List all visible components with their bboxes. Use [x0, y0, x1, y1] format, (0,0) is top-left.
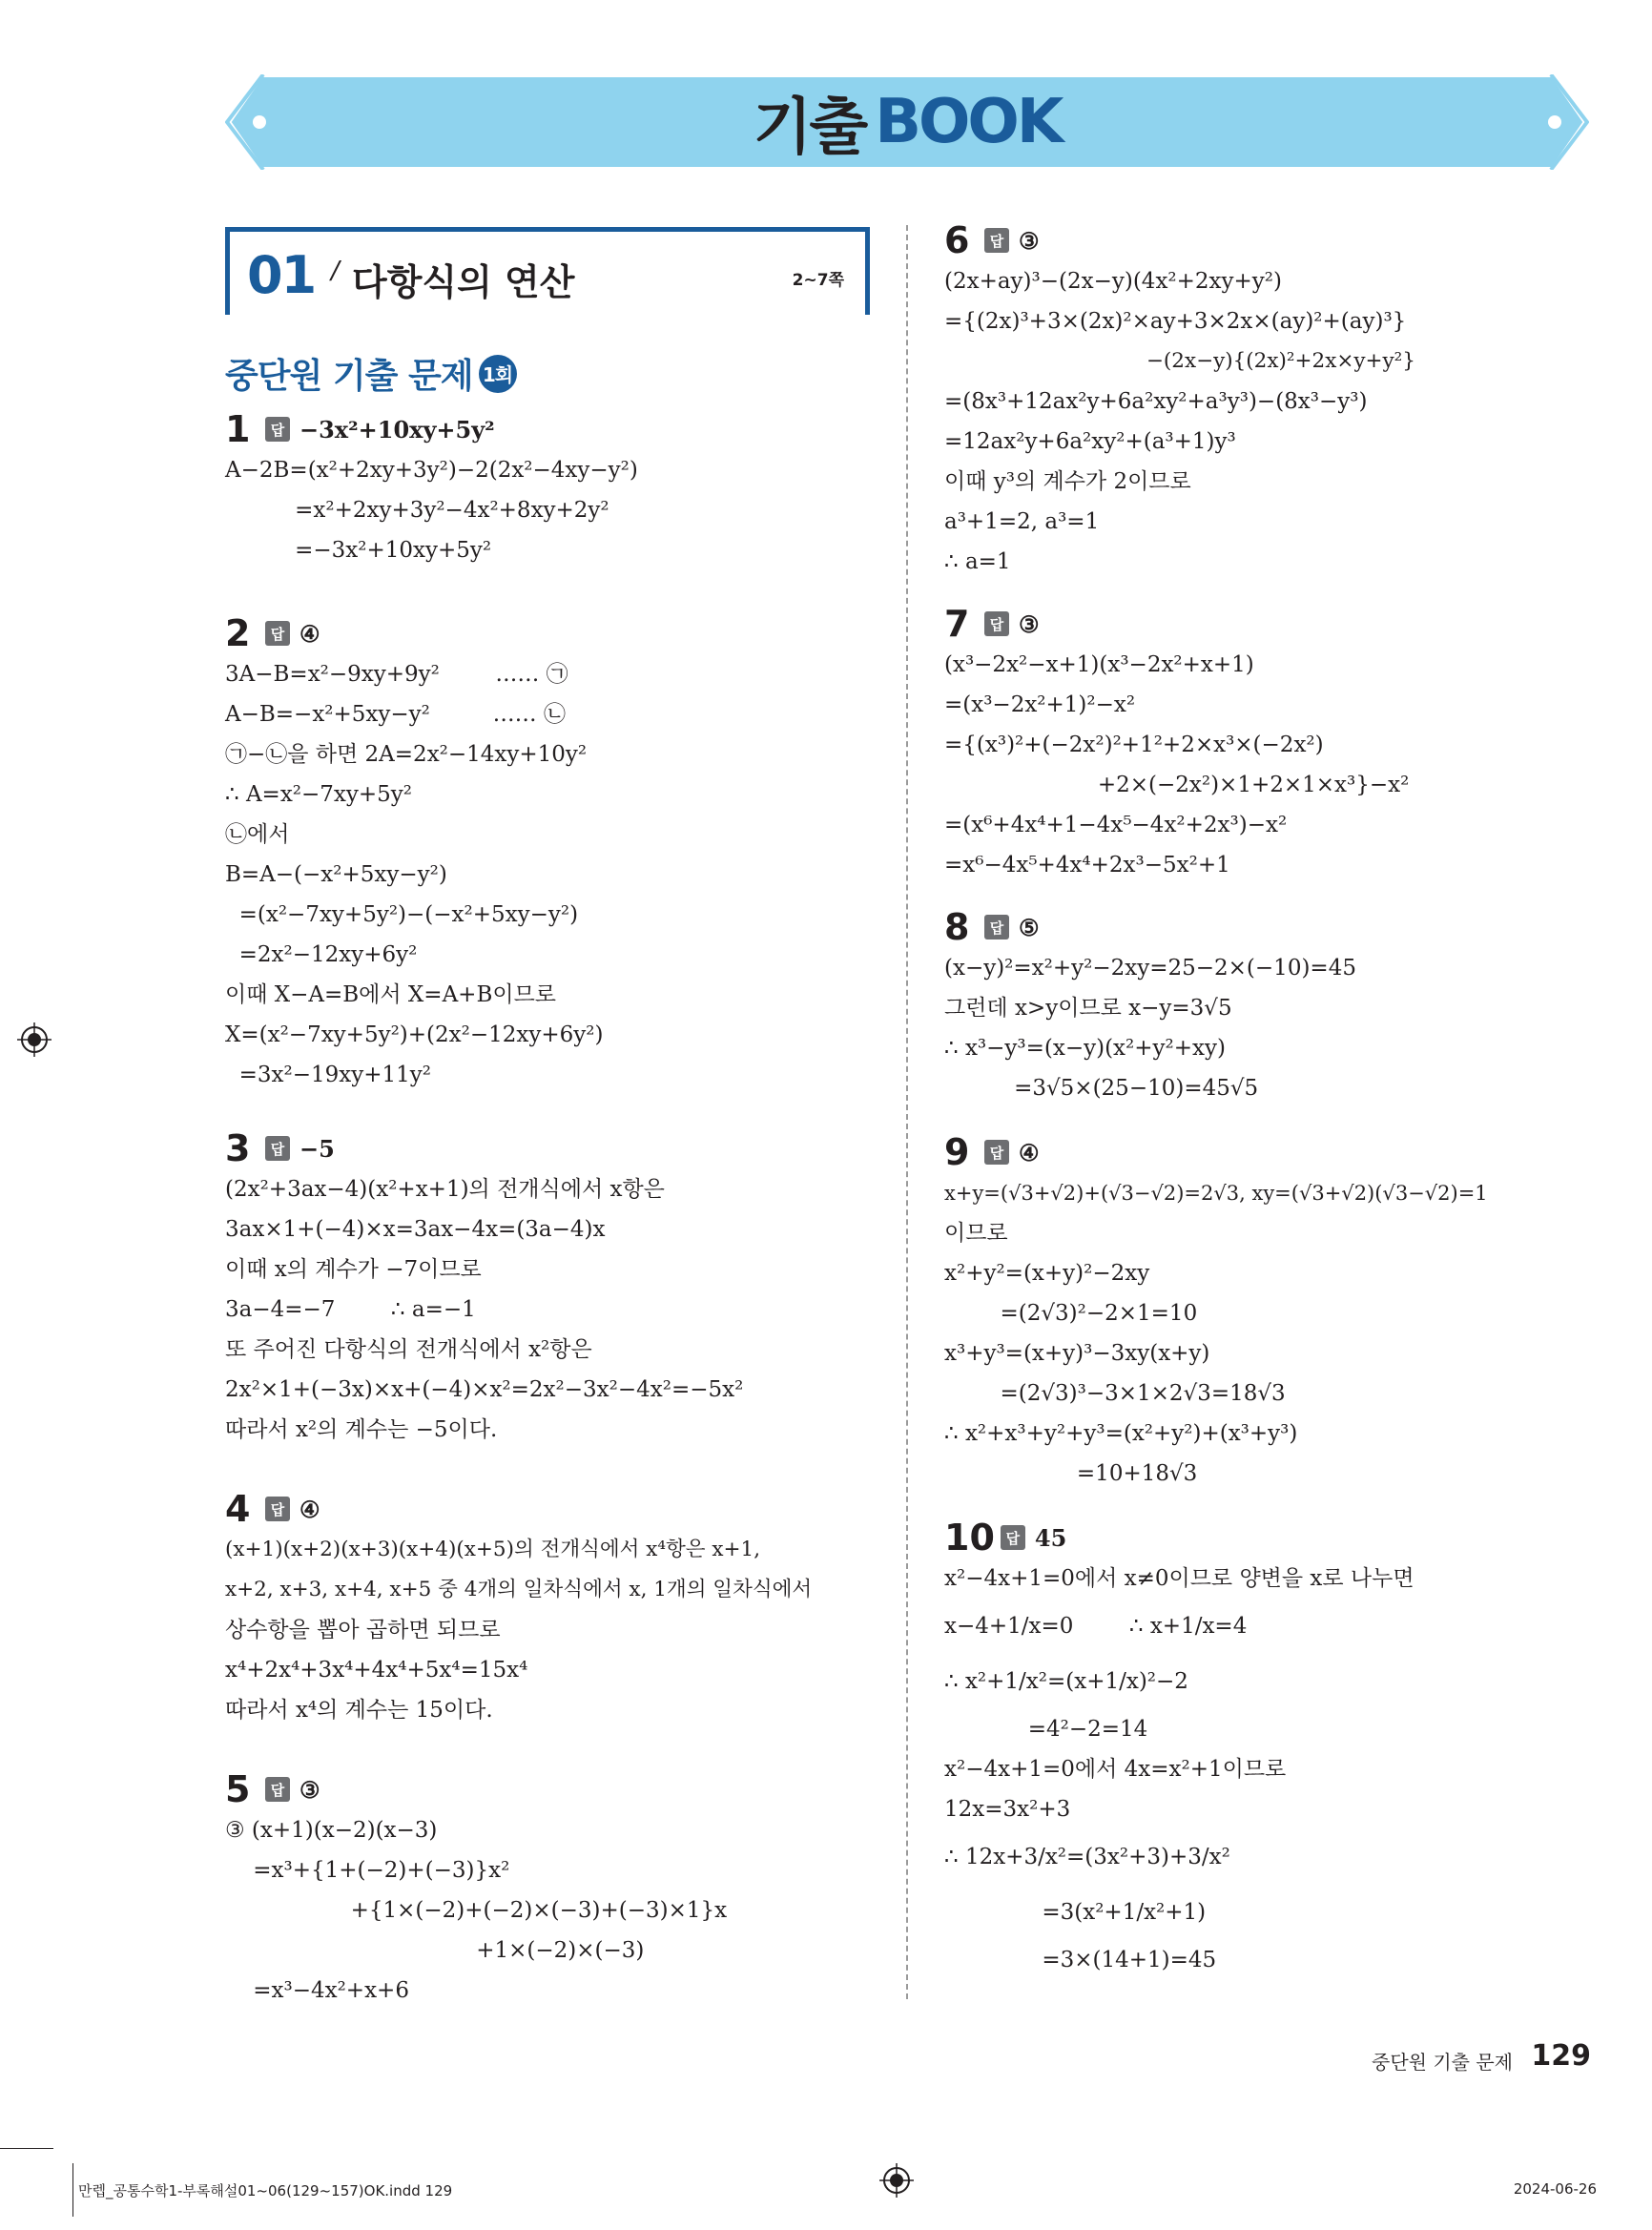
solution-line: =10+18√3 — [944, 1461, 1198, 1486]
problem-answer: ⑤ — [1019, 913, 1040, 941]
problem-answer: ③ — [299, 1775, 320, 1804]
problem-number: 9 — [944, 1131, 970, 1173]
problem-answer: ③ — [1019, 226, 1040, 255]
solution-line: (2x+ay)³−(2x−y)(4x²+2xy+y²) — [944, 269, 1282, 294]
solution-line: 또 주어진 다항식의 전개식에서 x²항은 — [225, 1337, 592, 1362]
problem-answer: ③ — [1019, 609, 1040, 638]
solution-line: =(2√3)²−2×1=10 — [944, 1301, 1198, 1326]
solution-line: =x⁶−4x⁵+4x⁴+2x³−5x²+1 — [944, 853, 1230, 878]
solution-line: 따라서 x²의 계수는 −5이다. — [225, 1417, 498, 1442]
solution-line: =3(x²+1/x²+1) — [944, 1900, 1207, 1925]
registration-mark-icon — [17, 1022, 52, 1057]
column-divider — [906, 225, 908, 1999]
solution-line: x²−4x+1=0에서 x≠0이므로 양변을 x로 나누면 — [944, 1566, 1415, 1591]
problem-8 — [944, 906, 1602, 1108]
problem-number: 10 — [944, 1517, 995, 1559]
problem-header — [225, 1768, 883, 1810]
solution-line: x−4+1/x=0 ∴ x+1/x=4 — [944, 1614, 1248, 1639]
problem-number: 1 — [225, 408, 251, 450]
solution-line: ={(x³)²+(−2x²)²+1²+2×x³×(−2x²) — [944, 733, 1324, 757]
problem-answer: −3x²+10xy+5y² — [299, 415, 495, 444]
solution-line: =(x⁶+4x⁴+1−4x⁵−4x²+2x³)−x² — [944, 813, 1288, 837]
solution-line: B=A−(−x²+5xy−y²) — [225, 862, 447, 887]
solution-line: =x³−4x²+x+6 — [225, 1978, 409, 2003]
problem-number: 3 — [225, 1127, 251, 1169]
solution-line: =3x²−19xy+11y² — [225, 1063, 431, 1087]
problem-7 — [944, 603, 1602, 885]
problem-5 — [225, 1768, 883, 2011]
answer-tag: 답 — [984, 611, 1009, 636]
print-date: 2024-06-26 — [1513, 2180, 1597, 2198]
problem-number: 7 — [944, 603, 970, 645]
answer-tag: 답 — [984, 1140, 1009, 1165]
problem-number: 6 — [944, 219, 970, 261]
problem-6 — [944, 219, 1602, 582]
section-round-badge: 1회 — [479, 355, 517, 393]
solution-line: =2x²−12xy+6y² — [225, 942, 418, 967]
chapter-slash: / — [331, 257, 340, 285]
solution-line: =x³+{1+(−2)+(−3)}x² — [225, 1858, 510, 1883]
answer-tag: 답 — [265, 621, 290, 646]
answer-tag: 답 — [265, 1497, 290, 1521]
answer-tag: 답 — [984, 228, 1009, 253]
solution-line: +1×(−2)×(−3) — [225, 1938, 645, 1963]
answer-tag: 답 — [984, 915, 1009, 939]
banner-title — [225, 74, 1589, 170]
problem-header — [225, 408, 883, 450]
problem-header — [944, 906, 1602, 948]
solution-line: =x²+2xy+3y²−4x²+8xy+2y² — [225, 498, 609, 523]
solution-line: (2x²+3ax−4)(x²+x+1)의 전개식에서 x항은 — [225, 1177, 665, 1202]
solution-line: =(2√3)³−3×1×2√3=18√3 — [944, 1381, 1286, 1406]
solution-line: ={(2x)³+3×(2x)²×ay+3×2x×(ay)²+(ay)³} — [944, 309, 1407, 334]
problem-header — [225, 1488, 883, 1530]
print-file-info: 만렙_공통수학1-부록해설01~06(129~157)OK.indd 129 — [78, 2182, 453, 2199]
banner-title-korean: 기출 — [753, 93, 866, 163]
solution-line: ③ (x+1)(x−2)(x−3) — [225, 1818, 438, 1843]
answer-tag: 답 — [265, 1136, 290, 1161]
solution-line: ∴ a=1 — [944, 549, 1011, 574]
solution-line: −(2x−y){(2x)²+2x×y+y²} — [944, 349, 1415, 373]
problem-header — [944, 1131, 1602, 1173]
problem-header — [944, 219, 1602, 261]
registration-mark-icon — [879, 2163, 914, 2198]
solution-line: ∴ x²+x³+y²+y³=(x²+y²)+(x³+y³) — [944, 1421, 1298, 1446]
chapter-page-range: 2~7쪽 — [792, 271, 844, 290]
problem-answer: ④ — [1019, 1138, 1040, 1167]
solution-line: =3×(14+1)=45 — [944, 1948, 1217, 1972]
solution-line: (x³−2x²−x+1)(x³−2x²+x+1) — [944, 652, 1254, 677]
solution-line: ㉡에서 — [225, 822, 290, 847]
chapter-number: 01 — [247, 245, 316, 305]
solution-line: ∴ x²+1/x²=(x+1/x)²−2 — [944, 1669, 1188, 1694]
answer-tag: 답 — [265, 1777, 290, 1802]
problem-number: 2 — [225, 612, 251, 654]
crop-mark — [0, 2148, 53, 2149]
solution-line: 이때 X−A=B에서 X=A+B이므로 — [225, 982, 557, 1007]
problem-number: 5 — [225, 1768, 251, 1810]
solution-line: +2×(−2x²)×1+2×1×x³}−x² — [944, 773, 1410, 797]
problem-answer: 45 — [1034, 1523, 1067, 1552]
solution-line: 상수항을 뽑아 곱하면 되므로 — [225, 1618, 501, 1642]
section-title-text: 중단원 기출 문제 — [225, 357, 473, 396]
solution-line: =(x³−2x²+1)²−x² — [944, 692, 1136, 717]
solution-line: 3A−B=x²−9xy+9y² …… ㉠ — [225, 662, 568, 687]
solution-line: 따라서 x⁴의 계수는 15이다. — [225, 1698, 493, 1723]
problem-answer: ④ — [299, 1495, 320, 1523]
solution-line: X=(x²−7xy+5y²)+(2x²−12xy+6y²) — [225, 1022, 604, 1047]
chapter-title: 다항식의 연산 — [352, 261, 575, 303]
banner-title-latin: BOOK — [875, 87, 1062, 157]
solution-line: x²−4x+1=0에서 4x=x²+1이므로 — [944, 1757, 1287, 1782]
solution-line: x⁴+2x⁴+3x⁴+4x⁴+5x⁴=15x⁴ — [225, 1658, 528, 1683]
solution-line: x+2, x+3, x+4, x+5 중 4개의 일차식에서 x, 1개의 일차식에서 — [225, 1578, 813, 1601]
solution-line: 이때 y³의 계수가 2이므로 — [944, 469, 1191, 494]
chapter-heading — [225, 227, 870, 315]
solution-line: (x−y)²=x²+y²−2xy=25−2×(−10)=45 — [944, 956, 1356, 981]
problem-number: 4 — [225, 1488, 251, 1530]
solution-line: 12x=3x²+3 — [944, 1797, 1071, 1822]
problem-3 — [225, 1127, 883, 1450]
problem-2 — [225, 612, 883, 1095]
solution-line: x+y=(√3+√2)+(√3−√2)=2√3, xy=(√3+√2)(√3−√2)=1 — [944, 1182, 1488, 1205]
solution-line: =4²−2=14 — [944, 1717, 1148, 1742]
solution-line: 그런데 x>y이므로 x−y=3√5 — [944, 996, 1232, 1021]
solution-line: 3ax×1+(−4)×x=3ax−4x=(3a−4)x — [225, 1217, 606, 1242]
solution-line: 이때 x의 계수가 −7이므로 — [225, 1257, 482, 1282]
problem-10 — [944, 1517, 1602, 1980]
solution-line: =12ax²y+6a²xy²+(a³+1)y³ — [944, 429, 1236, 454]
page-banner — [225, 74, 1589, 170]
footer-section-label: 중단원 기출 문제 — [1372, 2051, 1513, 2074]
solution-line: x²+y²=(x+y)²−2xy — [944, 1261, 1150, 1286]
solution-line: +{1×(−2)+(−2)×(−3)+(−3)×1}x — [225, 1898, 728, 1923]
problem-header — [944, 603, 1602, 645]
section-title — [225, 349, 517, 398]
solution-line: 3a−4=−7 ∴ a=−1 — [225, 1297, 476, 1322]
crop-mark — [72, 2163, 73, 2217]
problem-4 — [225, 1488, 883, 1730]
page-number: 129 — [1531, 2039, 1591, 2073]
solution-line: ㉠−㉡을 하면 2A=2x²−14xy+10y² — [225, 742, 588, 767]
solution-line: 2x²×1+(−3x)×x+(−4)×x²=2x²−3x²−4x²=−5x² — [225, 1377, 744, 1402]
solution-line: A−B=−x²+5xy−y² …… ㉡ — [225, 702, 566, 727]
problem-header — [944, 1517, 1602, 1559]
solution-line: ∴ 12x+3/x²=(3x²+3)+3/x² — [944, 1845, 1230, 1869]
solution-line: ∴ x³−y³=(x−y)(x²+y²+xy) — [944, 1036, 1226, 1061]
solution-line: a³+1=2, a³=1 — [944, 509, 1100, 534]
solution-line: A−2B=(x²+2xy+3y²)−2(2x²−4xy−y²) — [225, 458, 638, 483]
solution-line: ∴ A=x²−7xy+5y² — [225, 782, 413, 807]
solution-line: =3√5×(25−10)=45√5 — [944, 1076, 1259, 1101]
answer-tag: 답 — [265, 417, 290, 442]
solution-line: =−3x²+10xy+5y² — [225, 538, 492, 563]
solution-line: 이므로 — [944, 1221, 1008, 1246]
problem-answer: ④ — [299, 619, 320, 648]
answer-tag: 답 — [1001, 1525, 1025, 1550]
problem-1 — [225, 408, 883, 570]
problem-answer: −5 — [299, 1134, 335, 1163]
solution-line: (x+1)(x+2)(x+3)(x+4)(x+5)의 전개식에서 x⁴항은 x+1, — [225, 1538, 761, 1561]
problem-header — [225, 612, 883, 654]
solution-line: =(8x³+12ax²y+6a²xy²+a³y³)−(8x³−y³) — [944, 389, 1368, 414]
problem-number: 8 — [944, 906, 970, 948]
problem-9 — [944, 1131, 1602, 1494]
solution-line: =(x²−7xy+5y²)−(−x²+5xy−y²) — [225, 902, 579, 927]
problem-header — [225, 1127, 883, 1169]
solution-line: x³+y³=(x+y)³−3xy(x+y) — [944, 1341, 1210, 1366]
